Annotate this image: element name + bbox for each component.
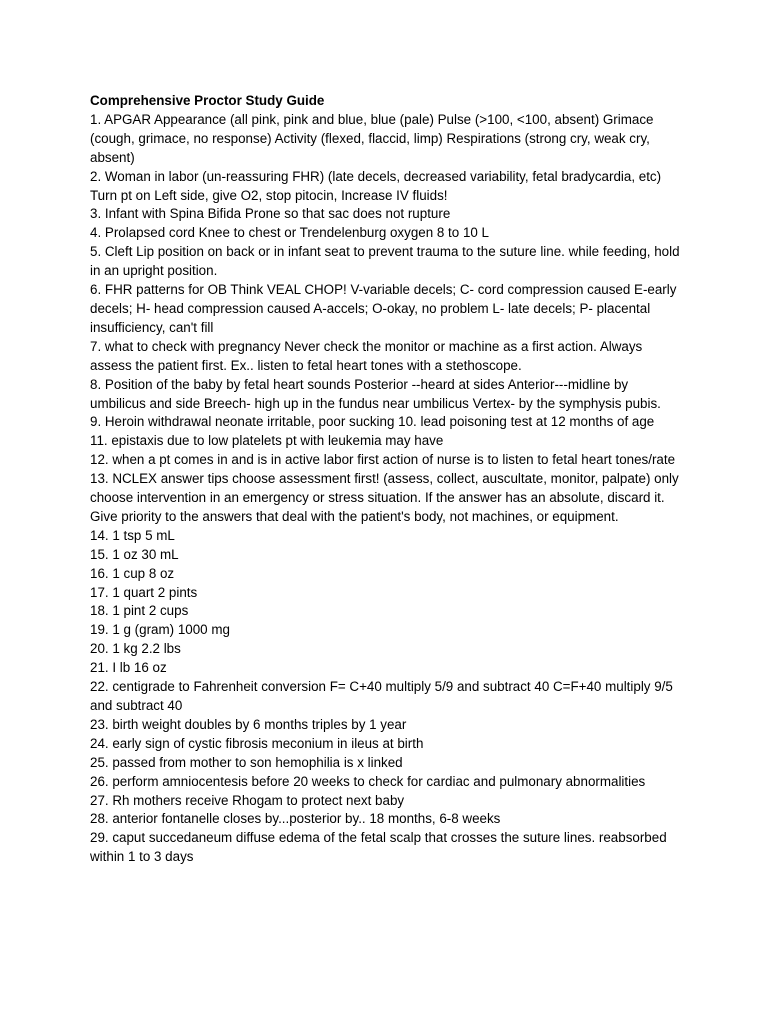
list-item: 1. APGAR Appearance (all pink, pink and blue, blue (pale) Pulse (>100, <100, absent) Grimace (cough, grimace, no response) Activity (flexed, flaccid, limp) Respirations (strong cry, weak cry, absent) xyxy=(90,111,658,165)
list-item: 14. 1 tsp 5 mL xyxy=(90,527,175,543)
list-item: 19. 1 g (gram) 1000 mg xyxy=(90,622,230,638)
list-item: 11. epistaxis due to low platelets pt with leukemia may have xyxy=(90,433,444,449)
list-item: 28. anterior fontanelle closes by...posterior by.. 18 months, 6-8 weeks xyxy=(90,811,501,827)
list-item: 5. Cleft Lip position on back or in infant seat to prevent trauma to the suture line. while feeding, hold in an upright position. xyxy=(90,244,684,279)
list-item: 12. when a pt comes in and is in active labor first action of nurse is to listen to fetal heart tones/rate xyxy=(90,452,676,468)
list-item: 7. what to check with pregnancy Never check the monitor or machine as a first action. Always assess the patient first. Ex.. listen to fetal heart tones with a stethoscope. xyxy=(90,338,646,373)
list-item: 13. NCLEX answer tips choose assessment first! (assess, collect, auscultate, monitor, palpate) only choose intervention in an emergency or stress situation. If the answer has an absolute, discard it. Give priority to the answers that deal with the patient's body, not machines, or equipment. xyxy=(90,471,683,524)
list-item: 16. 1 cup 8 oz xyxy=(90,565,175,581)
list-item: 8. Position of the baby by fetal heart sounds Posterior --heard at sides Anterior---midline by umbilicus and side Breech- high up in the fundus near umbilicus Vertex- by the symphysis pubis. xyxy=(90,376,661,411)
list-item: 26. perform amniocentesis before 20 weeks to check for cardiac and pulmonary abnormalities xyxy=(90,773,646,789)
document-title: Comprehensive Proctor Study Guide xyxy=(90,93,325,108)
list-item: 21. I lb 16 oz xyxy=(90,660,167,676)
list-item: 22. centigrade to Fahrenheit conversion F= C+40 multiply 5/9 and subtract 40 C=F+40 multiply 9/5 and subtract 40 xyxy=(90,679,677,713)
list-item: 20. 1 kg 2.2 lbs xyxy=(90,641,181,657)
list-item: 17. 1 quart 2 pints xyxy=(90,584,198,600)
document-body xyxy=(90,92,682,867)
list-item: 3. Infant with Spina Bifida Prone so that sac does not rupture xyxy=(90,206,451,222)
list-item: 18. 1 pint 2 cups xyxy=(90,603,189,619)
list-item: 23. birth weight doubles by 6 months triples by 1 year xyxy=(90,716,407,732)
list-item: 2. Woman in labor (un-reassuring FHR) (late decels, decreased variability, fetal bradycardia, etc) Turn pt on Left side, give O2, stop pitocin, Increase IV fluids! xyxy=(90,168,665,203)
list-item: 29. caput succedaneum diffuse edema of the fetal scalp that crosses the suture lines. reabsorbed within 1 to 3 days xyxy=(90,830,671,865)
list-item: 6. FHR patterns for OB Think VEAL CHOP! V-variable decels; C- cord compression caused E-early decels; H- head compression caused A-accels; O-okay, no problem L- late decels; P- placental insufficiency, can't fill xyxy=(90,282,681,335)
list-item: 25. passed from mother to son hemophilia is x linked xyxy=(90,754,403,770)
list-item: 9. Heroin withdrawal neonate irritable, poor sucking 10. lead poisoning test at 12 months of age xyxy=(90,414,655,430)
list-item: 15. 1 oz 30 mL xyxy=(90,546,179,562)
list-item: 4. Prolapsed cord Knee to chest or Trendelenburg oxygen 8 to 10 L xyxy=(90,225,490,241)
list-item: 24. early sign of cystic fibrosis meconium in ileus at birth xyxy=(90,735,424,751)
list-item: 27. Rh mothers receive Rhogam to protect next baby xyxy=(90,792,405,808)
